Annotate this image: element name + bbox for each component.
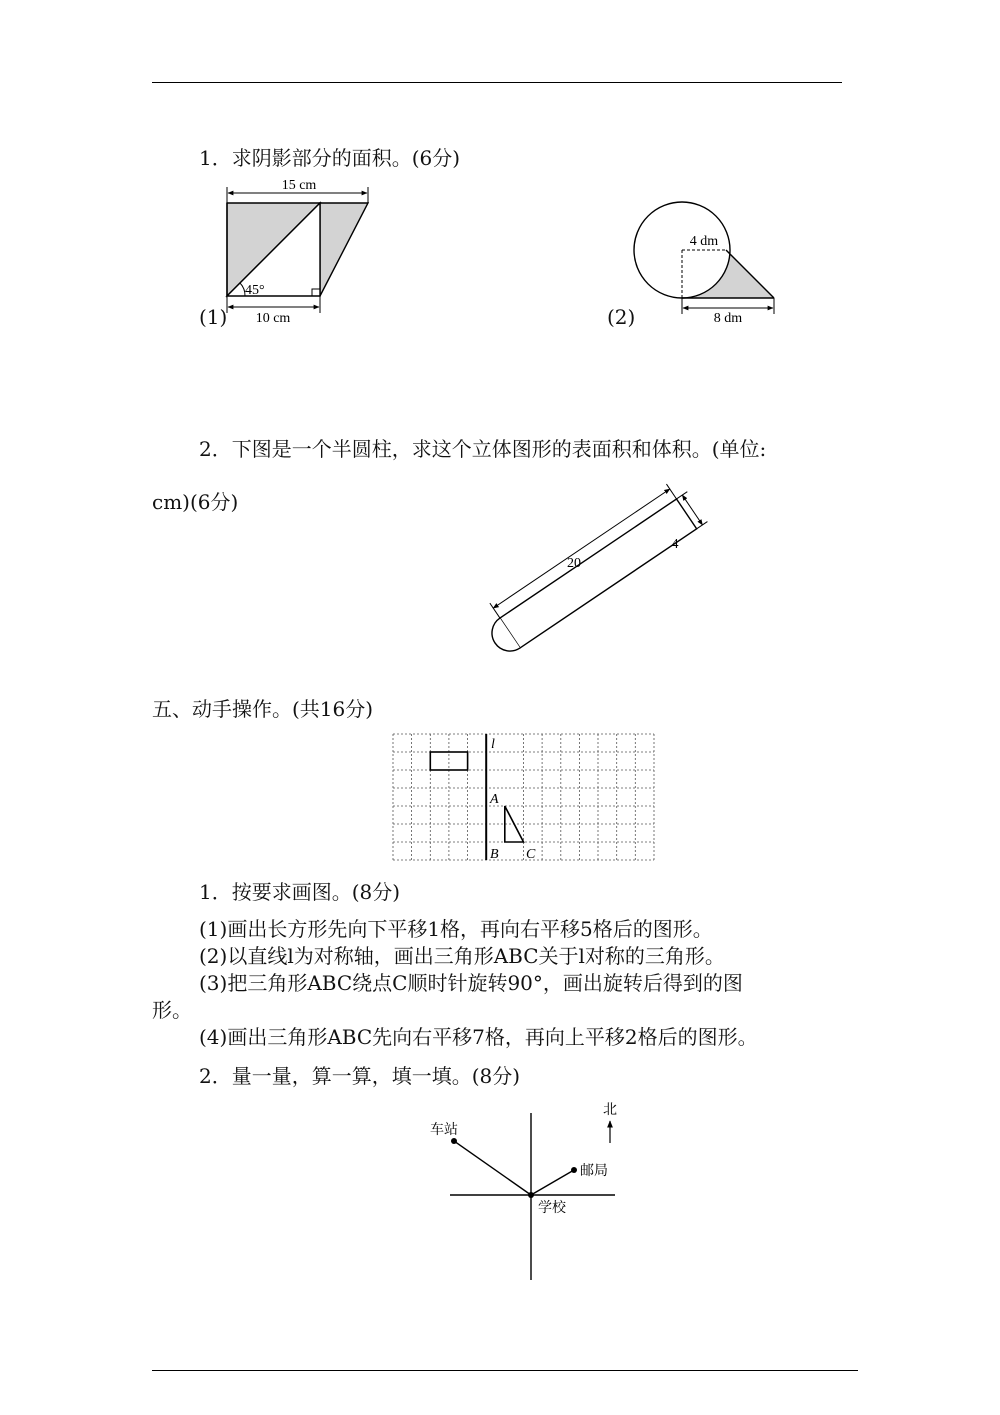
figure-map bbox=[420, 1095, 630, 1285]
point-b-label: B bbox=[490, 847, 499, 862]
length-label: 20 bbox=[567, 556, 581, 571]
figure-half-cylinder bbox=[490, 515, 700, 665]
triangle-abc bbox=[505, 806, 524, 842]
school-label: 学校 bbox=[538, 1201, 566, 1216]
fig2-label: (2) bbox=[607, 305, 636, 329]
q5-heading: 五、动手操作。(共16分) bbox=[152, 697, 374, 721]
top-dim-label: 15 cm bbox=[281, 178, 317, 193]
q4-item1-title: 1．求阴影部分的面积。(6分) bbox=[199, 146, 461, 170]
top-rule bbox=[152, 82, 842, 83]
radius-label: 4 dm bbox=[689, 234, 719, 249]
figure-grid bbox=[393, 734, 655, 862]
route-to-station bbox=[454, 1141, 531, 1195]
station-label: 车站 bbox=[430, 1123, 458, 1138]
point-a-label: A bbox=[490, 792, 499, 807]
line-l-label: l bbox=[491, 737, 495, 752]
figure-circle bbox=[625, 190, 795, 340]
q5-item1-step4: (4)画出三角形ABC先向右平移7格，再向上平移2格后的图形。 bbox=[199, 1025, 758, 1049]
q5-item1-step2: (2)以直线l为对称轴，画出三角形ABC关于l对称的三角形。 bbox=[199, 944, 725, 968]
q5-item2-title: 2．量一量，算一算，填一填。(8分) bbox=[199, 1064, 521, 1088]
figure-parallelogram bbox=[215, 175, 385, 335]
q4-item2-line2: cm)(6分) bbox=[152, 490, 239, 514]
fig1-label: (1) bbox=[199, 305, 228, 329]
angle-label: 45° bbox=[245, 283, 265, 298]
bottom-dim-label: 10 cm bbox=[255, 311, 291, 326]
cylinder-body bbox=[500, 499, 697, 648]
shaded-right-triangle bbox=[320, 203, 368, 296]
north-label: 北 bbox=[603, 1103, 617, 1118]
point-c-label: C bbox=[526, 847, 536, 862]
q5-item1-step3: (3)把三角形ABC绕点C顺时针旋转90°，画出旋转后得到的图 bbox=[199, 971, 743, 995]
q4-item2-line1: 2．下图是一个半圆柱，求这个立体图形的表面积和体积。(单位: bbox=[199, 437, 767, 461]
q5-item1-title: 1．按要求画图。(8分) bbox=[199, 880, 401, 904]
width-label: 4 bbox=[671, 537, 679, 552]
route-to-post-office bbox=[531, 1170, 574, 1195]
base-dim-label: 8 dm bbox=[713, 311, 743, 326]
q5-item1-step1: (1)画出长方形先向下平移1格，再向右平移5格后的图形。 bbox=[199, 917, 713, 941]
q5-item1-step3-cont: 形。 bbox=[152, 998, 192, 1022]
bottom-rule bbox=[152, 1370, 858, 1371]
post-office-label: 邮局 bbox=[580, 1164, 608, 1179]
